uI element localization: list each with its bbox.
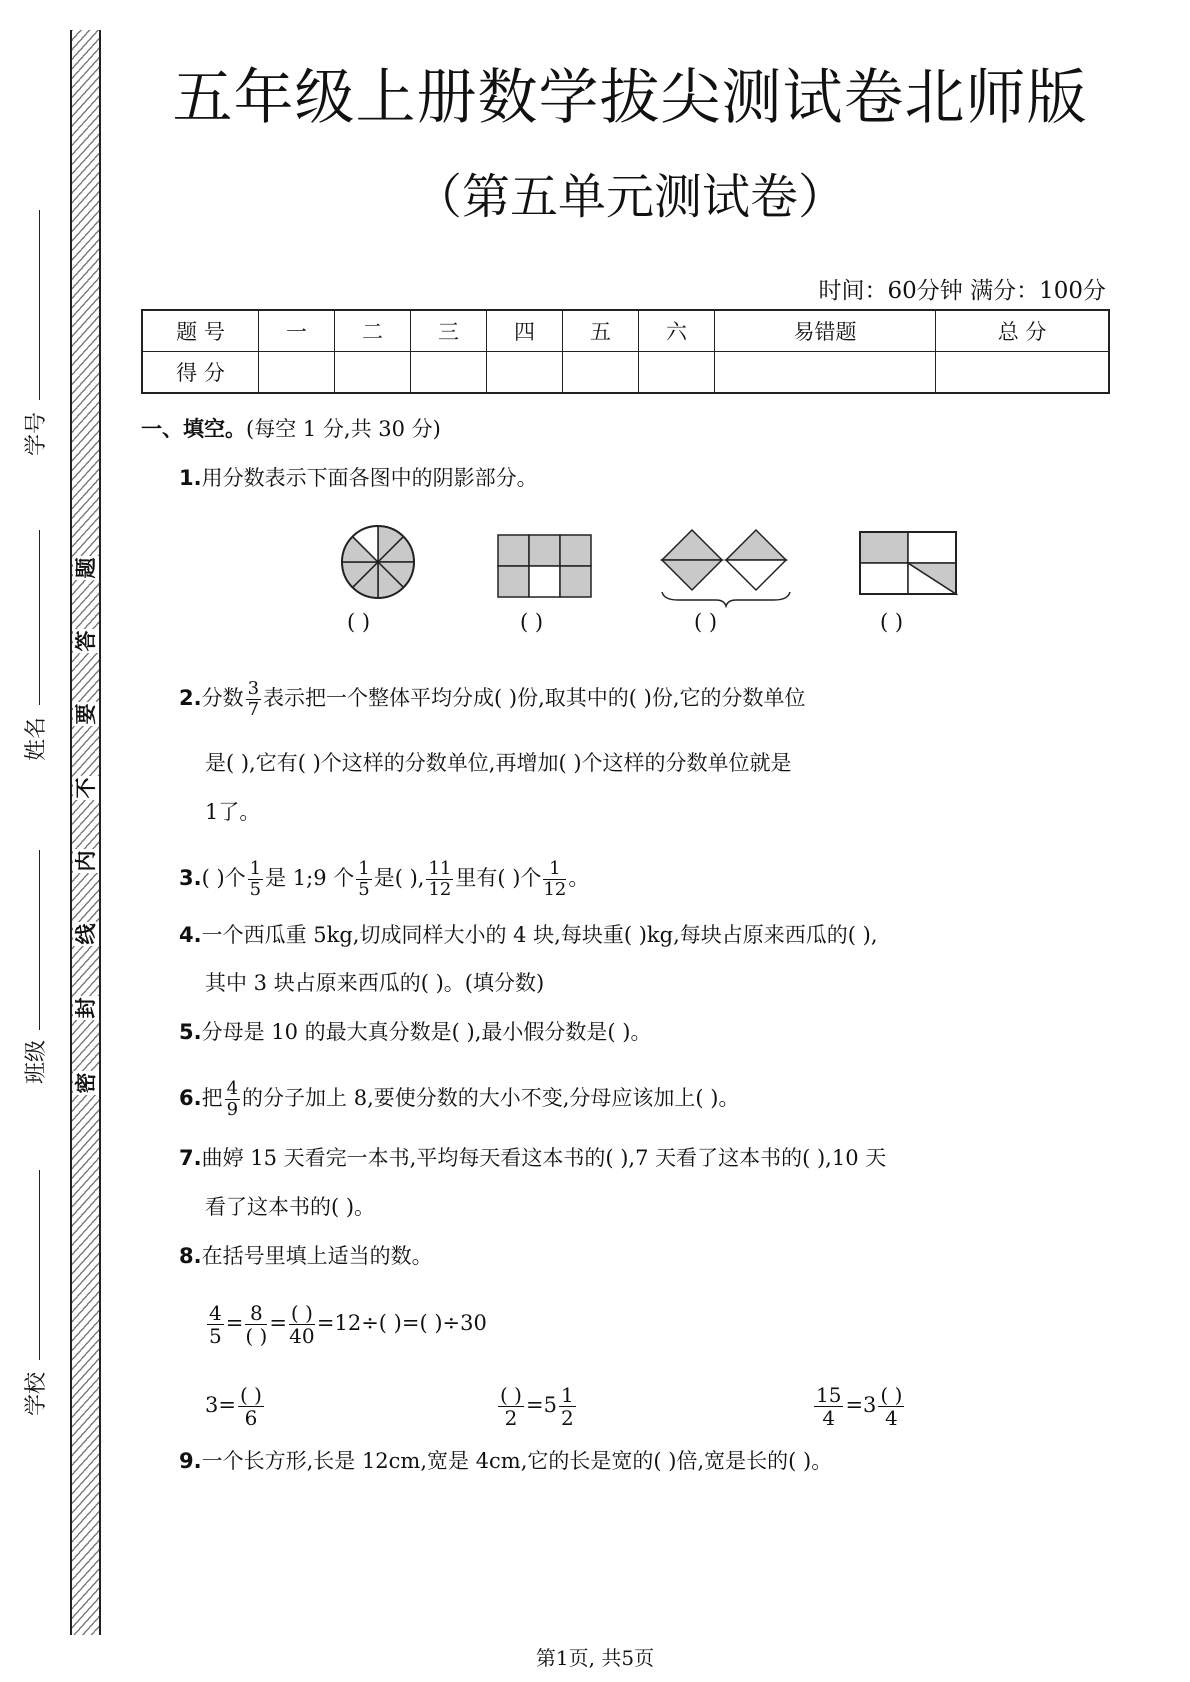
fraction: [498, 1385, 524, 1428]
q8-equation-4: [812, 1385, 906, 1428]
student-number-label: 学号: [23, 409, 51, 459]
equals-sign: =: [225, 1311, 244, 1335]
question-text: 分母是 10 的最大真分数是( ),最小假分数是( )。: [201, 1020, 652, 1044]
name-line[interactable]: [39, 530, 40, 705]
score-header-cell: 四: [487, 310, 563, 352]
score-cell[interactable]: [715, 352, 936, 394]
fraction-numerator: 11: [428, 858, 452, 879]
seal-char: 不: [74, 777, 98, 799]
name-label: 姓名: [23, 714, 51, 764]
question-number: 2.: [179, 686, 202, 710]
question-text: 的分子加上 8,要使分数的大小不变,分母应该加上( )。: [242, 1086, 740, 1110]
question-number: 5.: [179, 1020, 202, 1044]
question-7-line-2: 看了这本书的( )。: [205, 1195, 376, 1219]
equation-lhs: 3=: [205, 1393, 236, 1417]
fraction-numerator: 1: [249, 858, 262, 879]
question-number: 8.: [179, 1244, 202, 1268]
question-4-line-2: 其中 3 块占原来西瓜的( )。(填分数): [205, 971, 545, 995]
rect-part: [860, 532, 908, 563]
page-subtitle: （第五单元测试卷）: [413, 169, 846, 225]
seal-char: 要: [74, 703, 98, 725]
school-line[interactable]: [39, 1170, 40, 1360]
question-text: 分数: [201, 686, 244, 710]
section-title: 一、填空。: [141, 417, 246, 441]
question-text: 把: [201, 1086, 223, 1110]
question-text: 是 1;9 个: [265, 866, 355, 890]
section-note: (每空 1 分,共 30 分): [246, 417, 441, 441]
fraction-numerator: 15: [816, 1383, 842, 1407]
fraction-denominator: 5: [249, 879, 262, 900]
diamond-lower-half: [662, 560, 722, 590]
question-4: [179, 920, 878, 950]
equation-mid: =5: [525, 1393, 557, 1417]
question-3: [179, 860, 589, 899]
diamond-upper-half: [662, 530, 722, 560]
equals-sign: =: [269, 1311, 287, 1335]
question-number: 4.: [179, 923, 202, 947]
question-text: 表示把一个整体平均分成( )份,取其中的( )份,它的分数单位: [263, 686, 806, 710]
grid-cell: [560, 566, 591, 597]
score-row-label: 得 分: [142, 352, 259, 394]
question-text: 一个西瓜重 5kg,切成同样大小的 4 块,每块重( )kg,每块占原来西瓜的( ),: [201, 923, 878, 947]
binding-line-left: [70, 30, 72, 1635]
score-header-cell: 易错题: [715, 310, 936, 352]
page-footer: 第1页, 共5页: [535, 1646, 655, 1670]
fraction-numerator: 4: [226, 1078, 239, 1099]
fraction: [225, 1080, 240, 1119]
brace: [662, 592, 790, 606]
score-header-cell: 一: [259, 310, 335, 352]
seal-char: 答: [74, 630, 98, 652]
diamond-upper-half: [726, 530, 786, 560]
score-header-cell: 二: [335, 310, 411, 352]
section-heading: [141, 414, 441, 444]
figure-grid-six: [496, 533, 596, 601]
score-header-cell: 题 号: [142, 310, 259, 352]
binding-line-right: [99, 30, 101, 1635]
question-text: 一个长方形,长是 12cm,宽是 4cm,它的长是宽的( )倍,宽是长的( )。: [201, 1449, 833, 1473]
question-8: [179, 1241, 433, 1271]
seal-char: 线: [74, 923, 98, 945]
class-line[interactable]: [39, 850, 40, 1030]
diamond-lower-half-empty: [726, 560, 786, 590]
question-number: 1.: [179, 466, 202, 490]
answer-blank[interactable]: ( ): [694, 610, 718, 634]
fraction-numerator: 1: [560, 1383, 574, 1407]
page-title: 五年级上册数学拔尖测试卷北师版: [172, 63, 1088, 133]
question-6: [179, 1080, 740, 1119]
fraction-denominator-blank[interactable]: ( ): [245, 1324, 268, 1348]
question-7: [179, 1143, 886, 1173]
question-number: 7.: [179, 1146, 202, 1170]
question-2-line-3: 1了。: [205, 800, 261, 824]
score-cell[interactable]: [936, 352, 1109, 394]
fraction-denominator: 9: [226, 1099, 239, 1120]
fraction-numerator: 8: [245, 1303, 267, 1325]
equation-tail: =12÷( )=( )÷30: [316, 1311, 487, 1335]
rect-part-empty: [908, 532, 956, 563]
answer-blank[interactable]: ( ): [520, 610, 544, 634]
fraction-denominator: 6: [244, 1406, 258, 1430]
fraction-numerator-blank[interactable]: ( ): [880, 1383, 903, 1407]
grid-cell: [498, 566, 529, 597]
fraction-numerator: 1: [543, 860, 566, 880]
fraction: [289, 1303, 315, 1346]
fraction-denominator: 2: [504, 1406, 518, 1430]
fraction-numerator-blank[interactable]: ( ): [239, 1383, 262, 1407]
fraction: [246, 680, 261, 719]
fraction-numerator: 4: [209, 1301, 222, 1325]
score-header-cell: 三: [411, 310, 487, 352]
question-text: 用分数表示下面各图中的阴影部分。: [201, 466, 538, 490]
q8-equation-1: [205, 1303, 487, 1346]
seal-char: 密: [74, 1072, 98, 1094]
question-2-line-2: 是( ),它有( )个这样的分数单位,再增加( )个这样的分数单位就是: [205, 751, 792, 775]
fraction-numerator-blank[interactable]: ( ): [500, 1383, 522, 1407]
binding-hatch: [71, 30, 99, 1635]
rect-part-empty: [860, 563, 908, 594]
fraction: [878, 1385, 904, 1428]
fraction-denominator: 5: [358, 879, 370, 900]
grid-cell: [498, 535, 529, 566]
fraction-denominator: 4: [885, 1406, 898, 1430]
fraction: [245, 1303, 267, 1346]
score-cell[interactable]: [335, 352, 411, 394]
score-header-cell: 五: [563, 310, 639, 352]
score-table-header-row: [142, 310, 1109, 352]
score-cell[interactable]: [563, 352, 639, 394]
question-text: 里有( )个: [455, 866, 542, 890]
seal-char: 封: [74, 997, 98, 1019]
figure-rectangle-parts: [858, 530, 968, 600]
question-text: 曲婷 15 天看完一本书,平均每天看这本书的( ),7 天看了这本书的( ),10 天: [201, 1146, 887, 1170]
seal-char: 内: [74, 850, 98, 872]
fraction-denominator: 7: [247, 699, 260, 720]
fraction-denominator: 12: [428, 879, 452, 900]
score-table-score-row: [142, 352, 1109, 394]
fraction: [248, 860, 263, 899]
answer-blank[interactable]: ( ): [880, 610, 904, 634]
score-table: [141, 309, 1110, 394]
fraction-denominator: 2: [560, 1406, 574, 1430]
fraction-denominator: 4: [822, 1406, 836, 1430]
fraction: [543, 860, 566, 899]
question-number: 3.: [179, 866, 202, 890]
question-1: [179, 463, 538, 493]
fraction-denominator: 12: [543, 879, 567, 900]
fraction: [238, 1385, 264, 1428]
grid-cell: [560, 535, 591, 566]
question-9: [179, 1446, 832, 1476]
time-info: 时间：60分钟 满分：100分: [818, 278, 1106, 304]
score-header-cell: 六: [639, 310, 715, 352]
grid-cell: [529, 535, 560, 566]
fraction-numerator: 3: [247, 678, 260, 699]
q8-equation-3: [496, 1385, 578, 1428]
question-number: 6.: [179, 1086, 202, 1110]
seal-char: 题: [74, 557, 98, 579]
question-number: 9.: [179, 1449, 202, 1473]
answer-blank[interactable]: ( ): [347, 610, 371, 634]
score-cell[interactable]: [639, 352, 715, 394]
score-header-cell: 总 分: [936, 310, 1109, 352]
fraction: [426, 860, 453, 899]
score-cell[interactable]: [259, 352, 335, 394]
equation-mid: =3: [845, 1393, 877, 1417]
fraction-numerator-blank[interactable]: ( ): [290, 1301, 313, 1325]
fraction: [559, 1385, 576, 1428]
class-label: 班级: [23, 1037, 51, 1087]
fraction: [814, 1385, 843, 1428]
question-5: [179, 1017, 651, 1047]
question-text: ( )个: [201, 866, 246, 890]
question-2: [179, 680, 806, 719]
fraction-denominator: 40: [289, 1324, 315, 1348]
figure-two-diamonds: [660, 528, 800, 608]
school-label: 学校: [23, 1369, 51, 1419]
figure-circle-eighths: [330, 524, 430, 604]
score-cell[interactable]: [487, 352, 563, 394]
question-text: 是( ),: [373, 866, 425, 890]
fraction-denominator: 5: [209, 1324, 222, 1348]
fraction: [356, 860, 371, 899]
q8-equation-2: [205, 1385, 266, 1428]
question-text: 。: [568, 866, 590, 890]
student-number-line[interactable]: [39, 210, 40, 400]
fraction: [207, 1303, 224, 1346]
score-cell[interactable]: [411, 352, 487, 394]
grid-cell-empty: [529, 566, 560, 597]
question-text: 在括号里填上适当的数。: [201, 1244, 433, 1268]
fraction-numerator: 1: [358, 858, 370, 879]
